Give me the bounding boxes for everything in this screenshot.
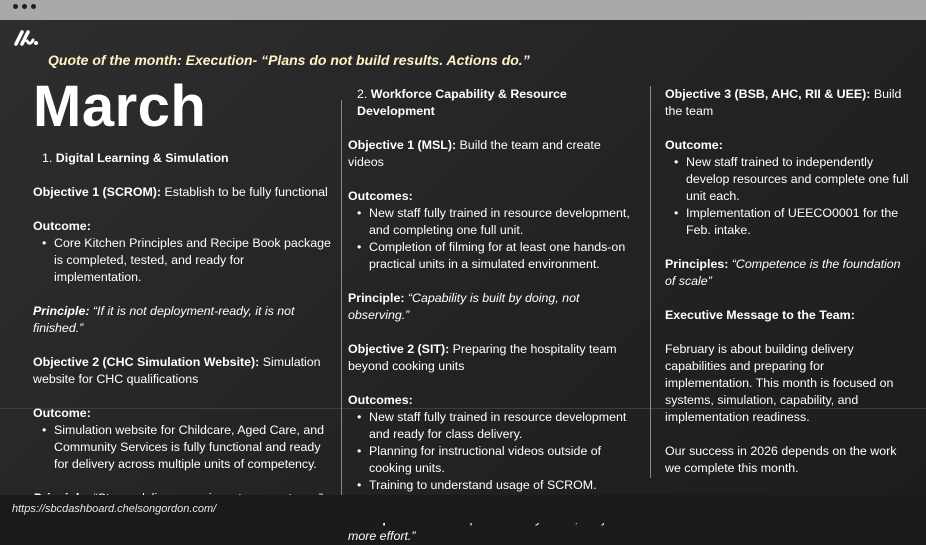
principle: Principle: “Capability is built by doing, not observing.” bbox=[348, 291, 580, 322]
list-item: • Planning for instructional videos outside of cooking units. bbox=[369, 443, 638, 477]
page-url-link[interactable]: https://sbcdashboard.chelsongordon.com/ bbox=[12, 503, 217, 515]
principles: Principles: “Competence is the foundation of scale” bbox=[665, 257, 901, 288]
list-item: • New staff fully trained in resource development, and completing one full unit. bbox=[369, 205, 638, 239]
section-title: Digital Learning & Simulation bbox=[55, 151, 229, 165]
section-heading bbox=[348, 86, 638, 120]
list-item: • Simulation website for Childcare, Aged Care, and Community Services is fully functional and ready for delivery across multiple units of competency. bbox=[54, 422, 333, 473]
executive-message-paragraph: February is about building delivery capabilities and preparing for implementation. This month is focused on systems, simulation, capability, and implementation readiness. bbox=[665, 342, 894, 424]
objective-1: Objective 1 (SCROM): Establish to be fully functional bbox=[33, 185, 328, 199]
dot-icon bbox=[13, 4, 18, 9]
outcome-list bbox=[33, 235, 333, 286]
column-divider bbox=[341, 100, 342, 495]
brand-logo-icon bbox=[13, 28, 39, 48]
executive-message-title: Executive Message to the Team: bbox=[665, 308, 855, 322]
list-item: • New staff fully trained in resource development and ready for class delivery. bbox=[369, 409, 638, 443]
outcome-list bbox=[348, 205, 638, 273]
list-item: • New staff trained to independently develop resources and complete one full unit each. bbox=[686, 154, 913, 205]
column-objective-3 bbox=[665, 86, 913, 477]
objective-3: Objective 3 (BSB, AHC, RII & UEE): Build the team bbox=[665, 87, 902, 118]
month-title: March bbox=[33, 74, 207, 139]
outcomes-label: Outcomes: bbox=[348, 189, 413, 203]
outcome-list bbox=[33, 422, 333, 473]
quote-of-month: Quote of the month: Execution- “Plans do not build results. Actions do.” bbox=[48, 52, 530, 68]
list-item: • Training to understand usage of SCROM. bbox=[369, 477, 638, 494]
objective-2: Objective 2 (CHC Simulation Website): Simulation website for CHC qualifications bbox=[33, 355, 321, 386]
outcomes-label: Outcomes: bbox=[348, 393, 413, 407]
list-item: • Implementation of UEECO0001 for the Feb. intake. bbox=[686, 205, 913, 239]
window-menu-dots[interactable] bbox=[13, 4, 36, 9]
outcome-label: Outcome: bbox=[33, 219, 91, 233]
browser-top-bar bbox=[0, 0, 926, 20]
outcome-list bbox=[665, 154, 913, 239]
outcome-list bbox=[348, 409, 638, 494]
column-workforce bbox=[348, 86, 638, 545]
column-digital-learning bbox=[33, 150, 333, 507]
objective-2: Objective 2 (SIT): Preparing the hospitality team beyond cooking units bbox=[348, 342, 617, 373]
section-number: 1. bbox=[42, 151, 53, 165]
footer-bar bbox=[0, 495, 926, 523]
objective-1: Objective 1 (MSL): Build the team and create videos bbox=[348, 138, 601, 169]
principle: Principle: “If it is not deployment-ready, it is not finished.” bbox=[33, 304, 295, 335]
outcome-label: Outcome: bbox=[33, 406, 91, 420]
outcome-label: Outcome: bbox=[665, 138, 723, 152]
dot-icon bbox=[31, 4, 36, 9]
principle: more effort.” bbox=[348, 529, 416, 543]
list-item: • Core Kitchen Principles and Recipe Book package is completed, tested, and ready for implementation. bbox=[54, 235, 333, 286]
section-title: Workforce Capability & Resource Development bbox=[357, 87, 567, 118]
section-heading bbox=[33, 150, 333, 167]
executive-message-paragraph: Our success in 2026 depends on the work we complete this month. bbox=[665, 444, 897, 475]
column-divider bbox=[650, 86, 651, 478]
section-number: 2. bbox=[357, 87, 368, 101]
list-item: • Completion of filming for at least one hands-on practical units in a simulated environment. bbox=[369, 239, 638, 273]
dot-icon bbox=[22, 4, 27, 9]
